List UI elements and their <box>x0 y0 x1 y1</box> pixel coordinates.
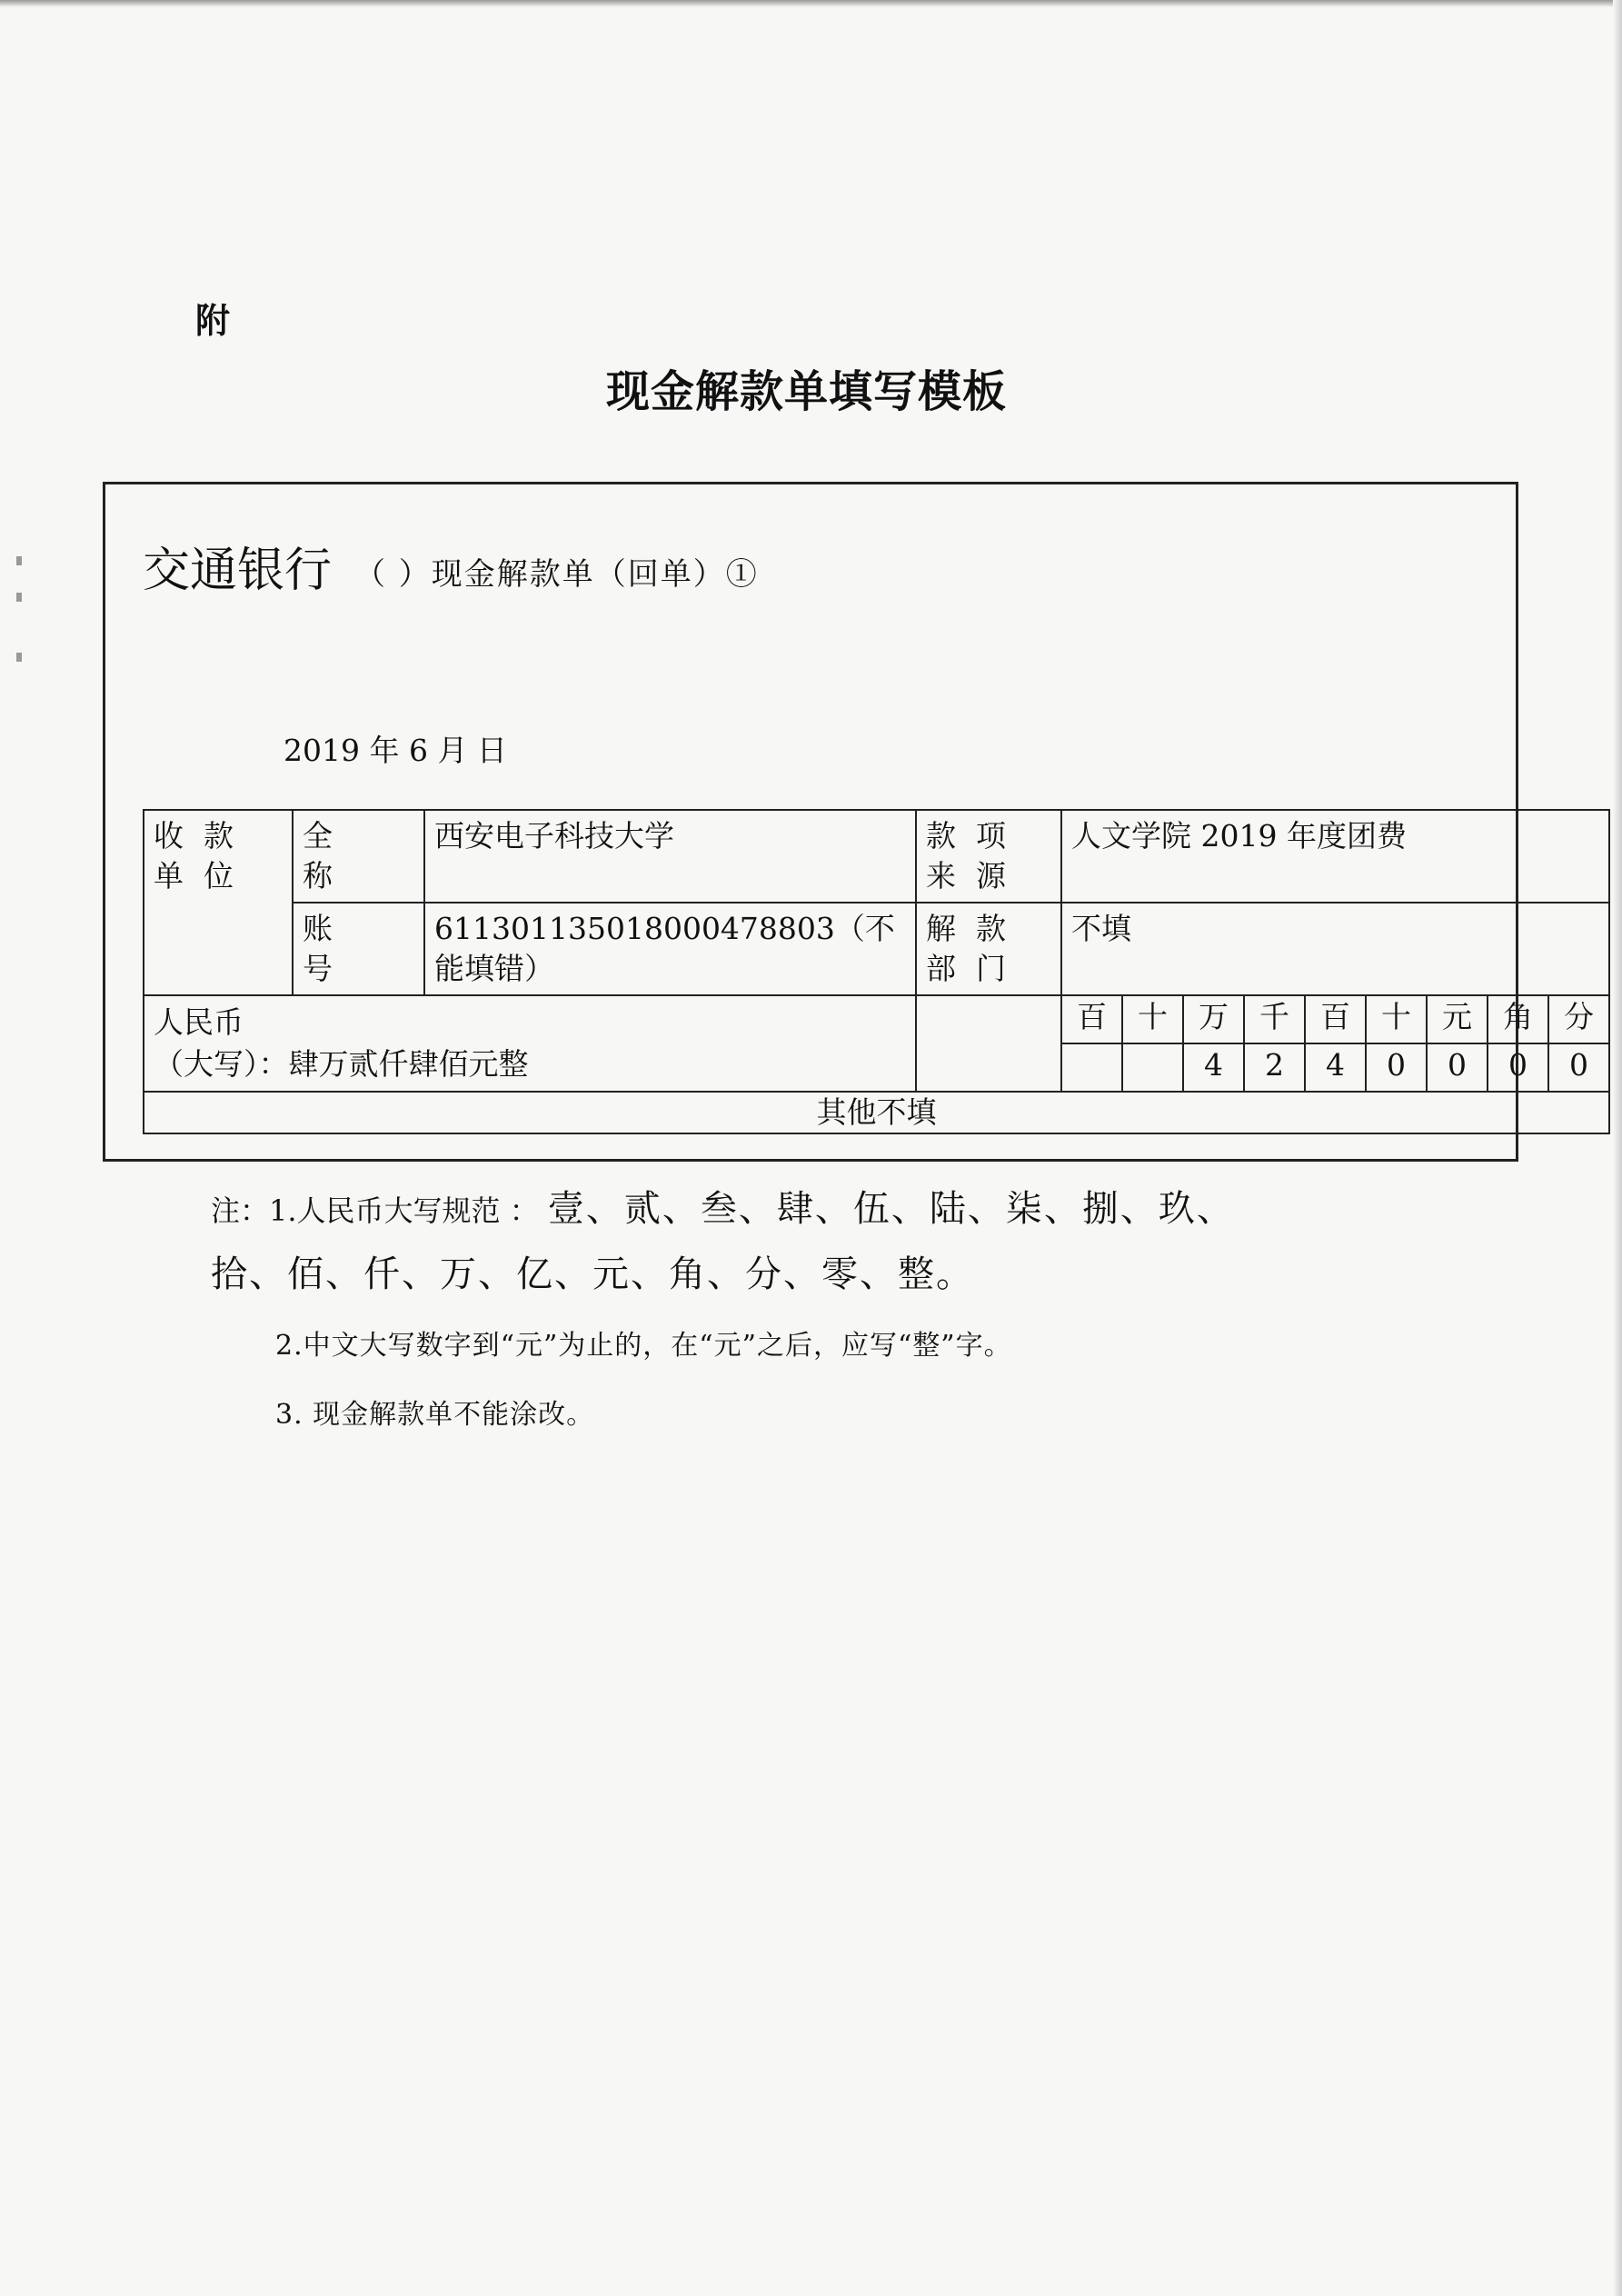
dept-value: 不填 <box>1061 903 1609 995</box>
digit-header: 分 <box>1548 995 1609 1043</box>
other-note: 其他不填 <box>144 1092 1609 1133</box>
note-1-chars-line2: 拾、佰、仟、万、亿、元、角、分、零、整。 <box>211 1253 974 1295</box>
source-value: 人文学院 2019 年度团费 <box>1061 810 1609 903</box>
dept-label: 解款部门 <box>916 903 1061 995</box>
digit-header: 万 <box>1183 995 1244 1043</box>
bank-name: 交通银行 <box>143 544 333 598</box>
digit-value: 4 <box>1305 1043 1366 1092</box>
scan-mark <box>16 593 22 602</box>
scan-edge-top <box>0 0 1622 7</box>
digit-value: 2 <box>1244 1043 1305 1092</box>
digit-header: 千 <box>1244 995 1305 1043</box>
digit-spacer <box>916 995 1061 1043</box>
table-row <box>144 1092 1609 1133</box>
account-label: 账 号 <box>293 903 424 995</box>
note-1-prefix: 注：1.人民币大写规范 ： <box>211 1193 539 1228</box>
table-row <box>144 995 1609 1043</box>
digit-value: 0 <box>1548 1043 1609 1092</box>
amount-words-cell <box>144 995 916 1092</box>
note-1 <box>211 1180 1235 1232</box>
full-name-label: 全 称 <box>293 810 424 903</box>
digit-value: 0 <box>1488 1043 1548 1092</box>
slip-table <box>143 809 1610 1134</box>
note-1-chars: 壹、贰、叁、肆、伍、陆、柒、捌、玖、 <box>547 1188 1235 1230</box>
digit-header: 十 <box>1366 995 1427 1043</box>
digit-header: 十 <box>1122 995 1183 1043</box>
slip-title: （ ）现金解款单（回单）① <box>354 556 759 593</box>
digit-value: 0 <box>1366 1043 1427 1092</box>
note-2: 2.中文大写数字到“元”为止的，在“元”之后，应写“整”字。 <box>275 1330 1012 1362</box>
page-title: 现金解款单填写模板 <box>605 366 1007 417</box>
digit-header: 角 <box>1488 995 1548 1043</box>
attachment-mark: 附 <box>195 300 231 341</box>
scan-mark <box>16 556 22 565</box>
digit-header: 百 <box>1305 995 1366 1043</box>
source-label: 款项来源 <box>916 810 1061 903</box>
digit-header: 元 <box>1427 995 1488 1043</box>
scan-edge-right <box>1613 0 1622 2296</box>
note-3: 3. 现金解款单不能涂改。 <box>275 1399 595 1431</box>
account-value: 611301135018000478803（不能填错） <box>424 903 916 995</box>
digit-spacer <box>916 1043 1061 1092</box>
payee-label: 收款单位 <box>144 810 293 995</box>
table-row <box>144 903 1609 995</box>
amount-words: （大写）：肆万贰仟肆佰元整 <box>154 1046 529 1082</box>
digit-value: 0 <box>1427 1043 1488 1092</box>
slip-date: 2019 年 6 月 日 <box>284 733 507 768</box>
scan-mark <box>16 653 22 662</box>
digit-value <box>1122 1043 1183 1092</box>
digit-header: 百 <box>1061 995 1122 1043</box>
digit-value: 4 <box>1183 1043 1244 1092</box>
digit-value <box>1061 1043 1122 1092</box>
full-name-value: 西安电子科技大学 <box>424 810 916 903</box>
table-row <box>144 810 1609 903</box>
rmb-label: 人民币 <box>154 1004 244 1040</box>
